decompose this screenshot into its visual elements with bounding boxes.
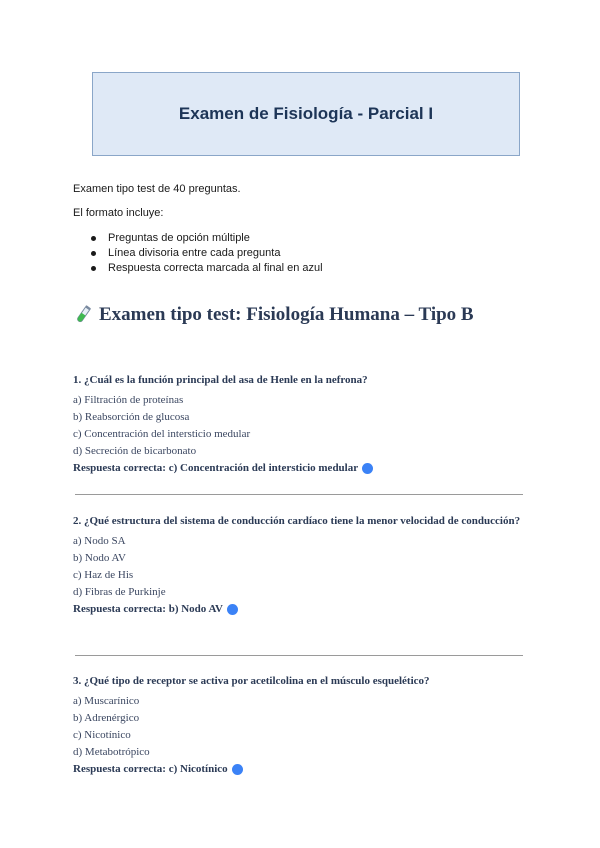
question-divider [75, 494, 523, 495]
list-item: Respuesta correcta marcada al final en azul [73, 261, 543, 276]
intro-line-2: El formato incluye: [73, 207, 164, 219]
answer-text: Respuesta correcta: b) Nodo AV [73, 603, 223, 615]
section-heading [73, 304, 474, 326]
option-a: a) Nodo SA [73, 535, 126, 547]
question-3 [73, 673, 528, 778]
option-b: b) Reabsorción de glucosa [73, 411, 190, 423]
option-b: b) Adrenérgico [73, 712, 140, 724]
option-a: a) Muscarínico [73, 695, 140, 707]
option-a: a) Filtración de proteínas [73, 394, 184, 406]
option-d: d) Secreción de bicarbonato [73, 445, 197, 457]
list-item: Línea divisoria entre cada pregunta [73, 246, 543, 261]
question-text: 2. ¿Qué estructura del sistema de conducción cardíaco tiene la menor velocidad de conducción? [73, 515, 521, 527]
correct-answer [73, 460, 528, 477]
answer-text: Respuesta correcta: c) Nicotínico [73, 763, 228, 775]
option-b: b) Nodo AV [73, 552, 126, 564]
option-d: d) Metabotrópico [73, 746, 150, 758]
question-1 [73, 372, 528, 477]
option-c: c) Haz de His [73, 569, 134, 581]
blue-circle-icon [227, 604, 238, 615]
option-c: c) Nicotínico [73, 729, 131, 741]
blue-circle-icon [362, 463, 373, 474]
option-d: d) Fibras de Purkinje [73, 586, 166, 598]
test-tube-icon [73, 304, 93, 326]
question-text: 3. ¿Qué tipo de receptor se activa por acetilcolina en el músculo esquelético? [73, 675, 430, 687]
blue-circle-icon [232, 764, 243, 775]
question-text: 1. ¿Cuál es la función principal del asa de Henle en la nefrona? [73, 374, 368, 386]
question-divider [75, 655, 523, 656]
correct-answer [73, 601, 528, 618]
list-item: Preguntas de opción múltiple [73, 231, 543, 246]
option-c: c) Concentración del intersticio medular [73, 428, 251, 440]
intro-section [73, 183, 543, 276]
title-box [92, 72, 520, 156]
section-title-text: Examen tipo test: Fisiología Humana – Tipo B [99, 304, 474, 325]
document-title: Examen de Fisiología - Parcial I [178, 104, 434, 123]
answer-text: Respuesta correcta: c) Concentración del intersticio medular [73, 462, 359, 474]
question-2 [73, 513, 528, 618]
format-list [73, 231, 543, 276]
intro-line-1: Examen tipo test de 40 preguntas. [73, 183, 241, 195]
correct-answer [73, 761, 528, 778]
